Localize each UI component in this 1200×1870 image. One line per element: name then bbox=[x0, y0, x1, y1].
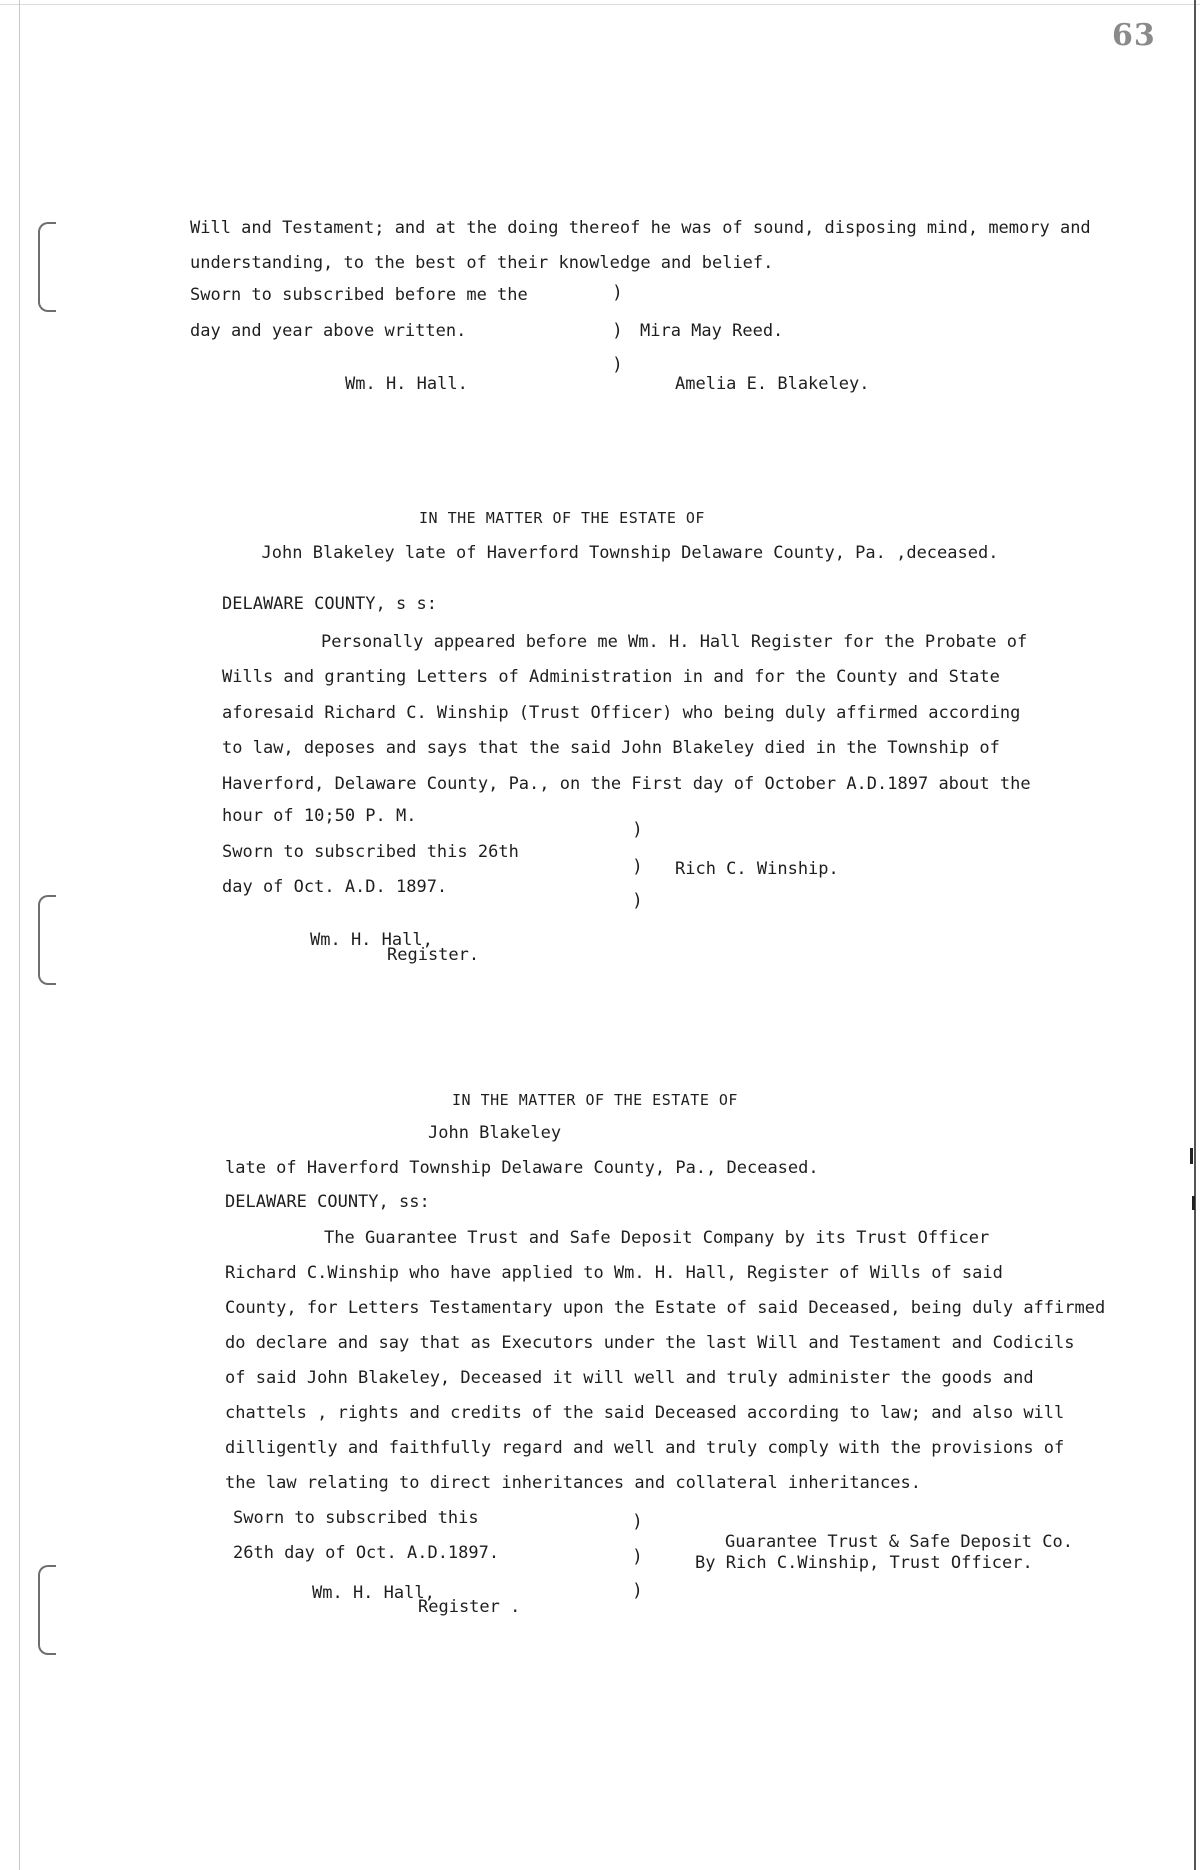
binding-hole-middle bbox=[38, 895, 56, 985]
signature-brace: ) bbox=[632, 819, 643, 840]
jurat-line: day and year above written. bbox=[190, 321, 467, 341]
page-top-edge bbox=[0, 4, 1200, 5]
binding-hole-bottom bbox=[38, 1565, 56, 1655]
register-signature: Wm. H. Hall. bbox=[345, 374, 468, 394]
binding-hole-top bbox=[38, 222, 56, 312]
residence-line: late of Haverford Township Delaware County, Pa., Deceased. bbox=[225, 1158, 819, 1178]
signature-brace: ) bbox=[632, 1546, 643, 1567]
witness-signature: Amelia E. Blakeley. bbox=[675, 374, 870, 394]
executor-signature: Guarantee Trust & Safe Deposit Co. bbox=[725, 1532, 1073, 1552]
margin-mark bbox=[1190, 1148, 1193, 1164]
body-line: Personally appeared before me Wm. H. Hall Register for the Probate of bbox=[321, 632, 1028, 652]
body-line: aforesaid Richard C. Winship (Trust Officer) who being duly affirmed according bbox=[222, 703, 1021, 723]
jurat-line: 26th day of Oct. A.D.1897. bbox=[233, 1543, 500, 1563]
section-heading: IN THE MATTER OF THE ESTATE OF bbox=[419, 509, 705, 527]
register-title: Register. bbox=[387, 945, 480, 965]
body-line: do declare and say that as Executors under the last Will and Testament and Codicils bbox=[225, 1333, 1075, 1353]
body-line: Wills and granting Letters of Administration in and for the County and State bbox=[222, 667, 1000, 687]
body-line: of said John Blakeley, Deceased it will well and truly administer the goods and bbox=[225, 1368, 1034, 1388]
witness-signature: Mira May Reed. bbox=[640, 321, 784, 341]
body-line: Will and Testament; and at the doing thereof he was of sound, disposing mind, memory and bbox=[190, 218, 1091, 238]
jurat-line: Sworn to subscribed before me the bbox=[190, 285, 528, 305]
body-line: the law relating to direct inheritances and collateral inheritances. bbox=[225, 1473, 921, 1493]
signature-brace: ) bbox=[612, 282, 623, 303]
page-right-edge bbox=[1194, 0, 1196, 1870]
jurat-line: Sworn to subscribed this 26th bbox=[222, 842, 519, 862]
page-number: 63 bbox=[1112, 18, 1156, 53]
affiant-signature: Rich C. Winship. bbox=[675, 859, 839, 879]
body-line: County, for Letters Testamentary upon the Estate of said Deceased, being duly affirmed bbox=[225, 1298, 1106, 1318]
margin-mark bbox=[1192, 1196, 1195, 1210]
body-line: Richard C.Winship who have applied to Wm. H. Hall, Register of Wills of said bbox=[225, 1263, 1003, 1283]
signature-brace: ) bbox=[612, 320, 623, 341]
body-line: to law, deposes and says that the said John Blakeley died in the Township of bbox=[222, 738, 1000, 758]
body-line: hour of 10;50 P. M. bbox=[222, 806, 417, 826]
page-left-edge bbox=[19, 0, 20, 1870]
jurat-line: Sworn to subscribed this bbox=[233, 1508, 479, 1528]
estate-subheading: John Blakeley late of Haverford Township Delaware County, Pa. ,deceased. bbox=[261, 543, 999, 563]
body-line: chattels , rights and credits of the said Deceased according to law; and also will bbox=[225, 1403, 1065, 1423]
register-signature: Wm. H. Hall, bbox=[312, 1583, 435, 1603]
signature-brace: ) bbox=[632, 890, 643, 911]
signature-brace: ) bbox=[632, 1511, 643, 1532]
venue-line: DELAWARE COUNTY, ss: bbox=[225, 1192, 430, 1212]
register-title: Register . bbox=[418, 1597, 521, 1617]
jurat-line: day of Oct. A.D. 1897. bbox=[222, 877, 448, 897]
register-signature: Wm. H. Hall, bbox=[310, 930, 433, 950]
decedent-name: John Blakeley bbox=[428, 1123, 562, 1143]
body-line: The Guarantee Trust and Safe Deposit Company by its Trust Officer bbox=[324, 1228, 990, 1248]
body-line: understanding, to the best of their knowledge and belief. bbox=[190, 253, 774, 273]
section-heading: IN THE MATTER OF THE ESTATE OF bbox=[452, 1091, 738, 1109]
signature-brace: ) bbox=[612, 354, 623, 375]
signature-brace: ) bbox=[632, 856, 643, 877]
body-line: Haverford, Delaware County, Pa., on the First day of October A.D.1897 about the bbox=[222, 774, 1031, 794]
executor-signature-officer: By Rich C.Winship, Trust Officer. bbox=[695, 1553, 1033, 1573]
body-line: dilligently and faithfully regard and well and truly comply with the provisions of bbox=[225, 1438, 1065, 1458]
signature-brace: ) bbox=[632, 1580, 643, 1601]
venue-line: DELAWARE COUNTY, s s: bbox=[222, 594, 437, 614]
